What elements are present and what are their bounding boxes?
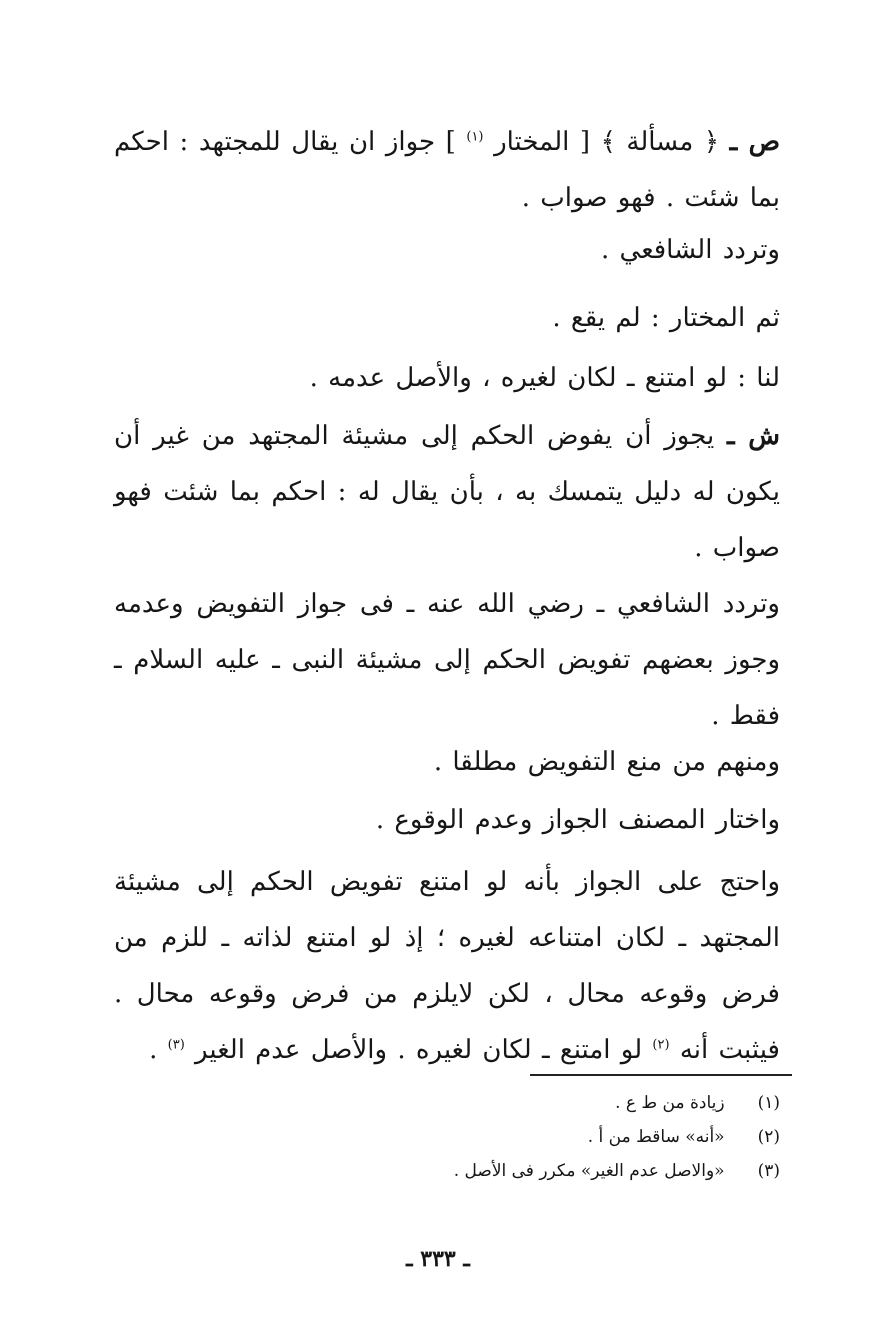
paragraph-ikhtiyar [114,792,780,848]
matn-block [114,114,780,226]
paragraph-line: وتردد الشافعي ـ رضي الله عنه ـ فى جواز التفويض وعدمه وجوز بعضهم تفويض الحكم إلى مشيئة النبى ـ عليه السلام ـ فقط . [114,589,780,731]
paragraph-line: ثم المختار : لم يقع . [552,303,780,333]
paragraph-line: ومنهم من منع التفويض مطلقا . [433,747,780,777]
sharh-lead: ش ـ [727,421,780,451]
paragraph-line: واختار المصنف الجواز وعدم الوقوع . [375,805,780,835]
sharh-text: يجوز أن يفوض الحكم إلى مشيئة المجتهد من غير أن يكون له دليل يتمسك به ، بأن يقال له : احكم بما شئت فهو صواب . [114,421,780,563]
footnote-text: «والاصل عدم الغير» مكرر فى الأصل . [453,1161,725,1181]
footnotes [300,1086,780,1188]
matn-text-end: ] جواز ان يقال للمجتهد : احكم بما شئت . فهو صواب . [114,127,780,213]
argument-paragraph [114,854,780,1078]
footnote-3 [300,1154,780,1188]
argument-text-2: لو امتنع ـ لكان لغيره . والأصل عدم الغير [195,1035,643,1065]
footnote-divider [530,1074,792,1076]
paragraph-man [114,734,780,790]
argument-text-end: . [149,1035,158,1065]
footnote-text: زيادة من ط ع . [615,1093,725,1113]
matn-lead: ص ـ [729,127,781,157]
argument-text-1: واحتج على الجواز بأنه لو امتنع تفويض الحكم إلى مشيئة المجتهد ـ لكان امتناعه لغيره ؛ إذ لو امتنع لذاته ـ للزم من فرض وقوعه محال ، لكن لايلزم من فرض وقوعه محال . فيثبت أنه [114,867,780,1065]
footnote-number: (٢) [757,1127,780,1147]
paragraph-tafwid [114,576,780,744]
footnote-text: «أنه» ساقط من أ . [587,1127,725,1147]
footnote-2 [300,1120,780,1154]
paragraph-lana [114,350,780,406]
paragraph-line: لنا : لو امتنع ـ لكان لغيره ، والأصل عدمه . [309,363,780,393]
footnote-ref-2: (٢) [652,1037,670,1053]
footnote-ref-1: (١) [466,129,484,145]
paragraph-shafii [114,222,780,278]
page-number: ـ ٣٣٣ ـ [406,1246,470,1272]
footnote-number: (١) [757,1093,780,1113]
matn-paragraph [114,114,780,226]
footnote-number: (٣) [757,1161,780,1181]
sharh-block [114,408,780,576]
matn-text-start: ﴿ مسألة ﴾ [ المختار [494,127,720,157]
paragraph-ihtijaj [114,854,780,1078]
paragraph-line: وتردد الشافعي . [601,235,780,265]
footnote-ref-3: (٣) [167,1037,185,1053]
paragraph-mukhtar [114,290,780,346]
sharh-paragraph [114,408,780,576]
footnote-1 [300,1086,780,1120]
